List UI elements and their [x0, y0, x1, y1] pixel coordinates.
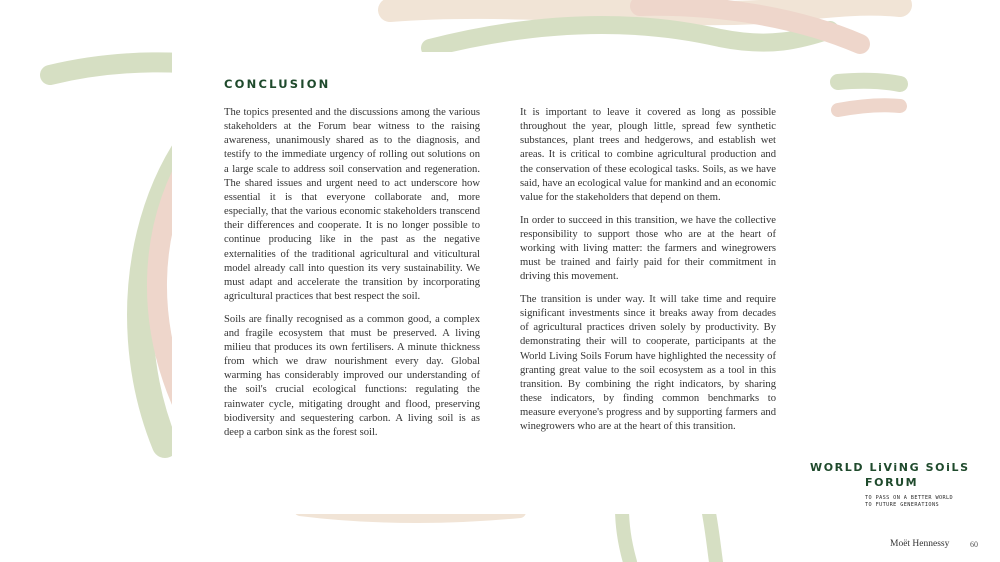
paragraph: The transition is under way. It will take time and require significant investments since it breaks away from decades of agricultural practices driven solely by productivity. By demonstrating their will to cooperate, participants at the World Living Soils Forum have highlighted the necessity of granting great value to the soil ecosystem as a tool in this transition. By combining the right indicators, by sharing these indicators, by finding common benchmarks to measure everyone's progress and by supporting farmers and winegrowers who are at the heart of this transition. — [520, 293, 776, 433]
paragraph: Soils are finally recognised as a common good, a complex and fragile ecosystem that must be preserved. A living milieu that produces its own fertilisers. A minute thickness from which we draw nourishment every day. Global warming has considerably improved our understanding of the soil's crucial ecological functions: regulating the rainwater cycle, mitigating drought and flood, preserving biodiversity and sequestering carbon. A living soil is as deep a carbon sink as the forest soil. — [224, 313, 480, 438]
right-sage-stroke — [838, 81, 900, 84]
top-sage-wave — [430, 25, 830, 48]
forum-title-line1: WORLD LiViNG SOiLS — [810, 461, 970, 474]
page-number: 60 — [970, 540, 978, 549]
forum-logo — [810, 460, 975, 508]
right-peach-stroke — [838, 105, 900, 110]
right-column — [520, 106, 776, 443]
paragraph: The topics presented and the discussions among the various stakeholders at the Forum bear witness to the raising awareness, unanimously shared as to the diagnosis, and testify to the immediate urgency of rolling out solutions on a large scale to address soil conservation and regeneration. The shared issues and urgent need to act underscore how essential it is that everyone collaborate and, more especially, that the various economic stakeholders transcend their differences and cooperate. It is no longer possible to continue producing like in the past as the negative externalities of the traditional agricultural and viticultural model already call into question its very sustainability. We must adapt and accelerate the transition by incorporating agricultural practices that best respect the soil. — [224, 107, 480, 303]
section-heading: CONCLUSION — [224, 77, 331, 91]
forum-title-line2: FORUM — [865, 476, 919, 489]
bottom-sage-arc — [622, 508, 630, 562]
left-column — [224, 106, 480, 449]
tagline-line2: TO FUTURE GENERATIONS — [865, 501, 939, 508]
tagline-line1: TO PASS ON A BETTER WORLD — [865, 495, 954, 501]
paragraph: It is important to leave it covered as long as possible throughout the year, plough little, spread few synthetic substances, plant trees and hedgerows, and establish wet areas. It is critical to combine agricultural production and the conservation of these ecological tasks. Soils, as we have said, have an ecological value for mankind and an economic value for the stakeholders that depend on them. — [520, 107, 776, 203]
paragraph: In order to succeed in this transition, we have the collective responsibility to support those who are at the heart of working with living matter: the farmers and winegrowers must be trained and fairly paid for their commitment in driving this movement. — [520, 214, 776, 283]
brand-logo: Moët Hennessy — [890, 539, 950, 549]
forum-tagline — [810, 495, 975, 508]
bottom-sage-arc-2 — [708, 508, 716, 562]
